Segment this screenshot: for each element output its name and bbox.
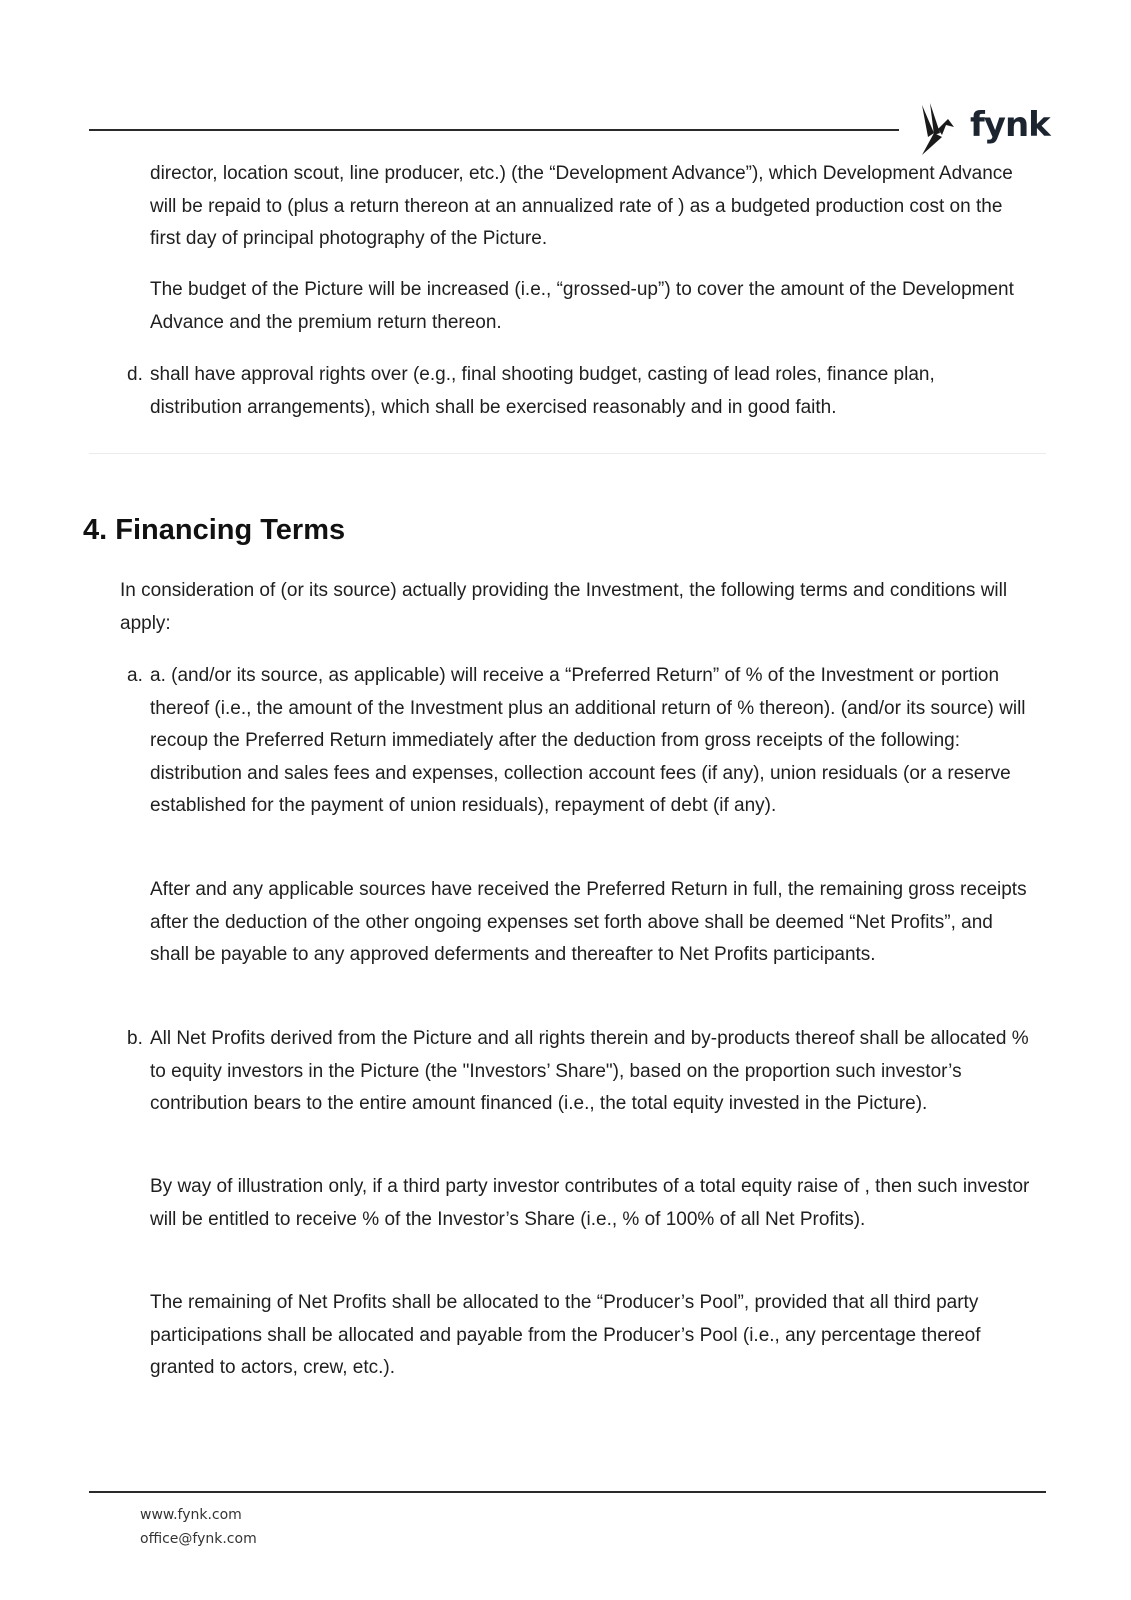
net-profits-allocation-paragraph: All Net Profits derived from the Picture and all rights therein and by-products thereof shall be allocated % to equity investors in the Picture (the "Investors’ Share"), based on the proportion such investor’s contribution bears to the entire amount financed (i.e., the total equity invested in the Picture). bbox=[150, 1028, 1029, 1114]
list-marker-b: b. bbox=[127, 1028, 143, 1049]
section-intro: In consideration of (or its source) actually providing the Investment, the following terms and conditions will apply: bbox=[120, 580, 1008, 634]
list-marker-d: d. bbox=[127, 364, 143, 385]
producers-pool-paragraph: The remaining of Net Profits shall be allocated to the “Producer’s Pool”, provided that all third party participations shall be allocated and payable from the Producer’s Pool (i.e., any percentage thereof granted to actors, crew, etc.). bbox=[150, 1292, 981, 1378]
footer-website-link[interactable]: www.fynk.com bbox=[140, 1507, 242, 1523]
approval-rights-paragraph: shall have approval rights over (e.g., final shooting budget, casting of lead roles, finance plan, distribution arrangements), which shall be exercised reasonably and in good faith. bbox=[150, 364, 935, 418]
preferred-return-paragraph: a. (and/or its source, as applicable) will receive a “Preferred Return” of % of the Investment or portion thereof (i.e., the amount of the Investment plus an additional return of % thereon). (and/or its source) will recoup the Preferred Return immediately after the deduction from gross receipts of the following: distribution and sales fees and expenses, collection account fees (if any), union residuals (or a reserve established for the payment of union residuals), repayment of debt (if any). bbox=[150, 665, 1026, 816]
development-advance-paragraph: director, location scout, line producer, etc.) (the “Development Advance”), which Development Advance will be repaid to (plus a return thereon at an annualized rate of ) as a budgeted production cost on the first day of principal photography of the Picture. bbox=[150, 163, 1013, 249]
brand-name: fynk bbox=[970, 105, 1050, 145]
list-marker-a: a. bbox=[127, 665, 143, 686]
brand-logo bbox=[918, 103, 1050, 157]
budget-gross-up-paragraph: The budget of the Picture will be increased (i.e., “grossed-up”) to cover the amount of the Development Advance and the premium return thereon. bbox=[150, 279, 1014, 333]
footer-email-link[interactable]: office@fynk.com bbox=[140, 1531, 257, 1547]
section-heading: 4. Financing Terms bbox=[83, 514, 346, 546]
crane-bird-icon bbox=[918, 103, 964, 157]
illustration-paragraph: By way of illustration only, if a third party investor contributes of a total equity raise of , then such investor will be entitled to receive % of the Investor’s Share (i.e., % of 100% of all Net Profits). bbox=[150, 1176, 1030, 1230]
net-profits-definition-paragraph: After and any applicable sources have received the Preferred Return in full, the remaining gross receipts after the deduction of the other ongoing expenses set forth above shall be deemed “Net Profits”, and shall be payable to any approved deferments and thereafter to Net Profits participants. bbox=[150, 879, 1027, 965]
section-divider bbox=[89, 453, 1046, 454]
header-rule bbox=[89, 129, 899, 131]
footer-rule bbox=[89, 1491, 1046, 1493]
